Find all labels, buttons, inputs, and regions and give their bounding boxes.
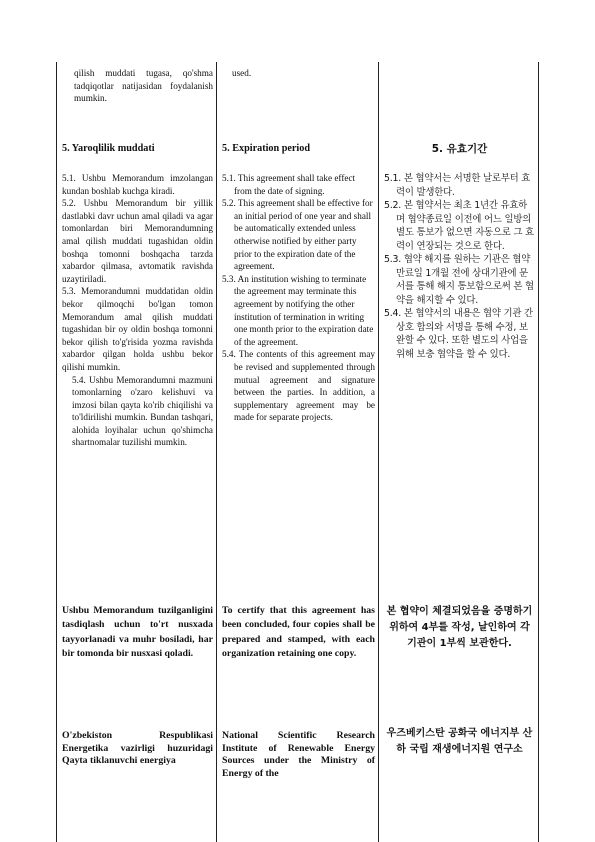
- uz-organization-name: O'zbekiston Respublikasi Energetika vazirligi huzuridagi Qayta tiklanuvchi energiya: [62, 730, 213, 767]
- en-organization-name: National Scientific Research Institute of Renewable Energy Sources under the Ministry of Energy of the: [222, 730, 375, 779]
- ko-certification: 본 협약이 체결되었음을 증명하기 위하여 4부를 작성, 날인하여 각 기관이 1부씩 보관한다.: [386, 606, 533, 649]
- uz-section-header: 5. Yaroqlilik muddati: [62, 143, 155, 154]
- ko-organization-name: 우즈베키스탄 공화국 에너지부 산하 국립 재생에너지원 연구소: [386, 728, 533, 755]
- en-certification: To certify that this agreement has been concluded, four copies shall be prepared and stamped, with each organization retaining one copy.: [222, 605, 375, 660]
- ko-clauses: [384, 172, 535, 361]
- ko-section-header: 5. 유효기간: [431, 143, 488, 155]
- en-section-header: 5. Expiration period: [222, 143, 311, 154]
- ko-clause-5-4: 5.4. 본 협약서의 내용은 협약 기관 간 상호 합의와 서명을 통해 수정, 보완할 수 있다. 또한 별도의 사업을 위해 보충 협약을 할 수 있다.: [384, 308, 533, 360]
- en-clause-5-4: 5.4. The contents of this agreement may be revised and supplemented through mutual agreement and signature between the parties. In addition, a supplementary agreement may be made for separate projects.: [222, 349, 375, 423]
- uz-clause-5-1: 5.1. Ushbu Memorandum imzolangan kundan boshlab kuchga kiradi.: [62, 173, 213, 196]
- uz-clause-5-2: 5.2. Ushbu Memorandum bir yillik dastlabki davr uchun amal qiladi va agar tomonlardan biri Memorandumning amal qilish muddati tugashidan oldin boshqa tomonni boshqacha tarzda xabardor qilmasa, avtomatik ravishda uzaytiriladi.: [62, 198, 213, 284]
- table-border-right: [538, 62, 539, 842]
- en-clauses: [222, 172, 375, 424]
- uz-clauses: [62, 172, 213, 449]
- table-border-col1: [216, 62, 217, 842]
- uz-continuation-text: qilish muddati tugasa, qo'shma tadqiqotlar natijasidan foydalanish mumkin.: [74, 68, 213, 104]
- uz-certification: Ushbu Memorandum tuzilganligini tasdiqlash uchun to'rt nusxada tayyorlanadi va muhr bosiladi, har bir tomonda bir nusxasi qoladi.: [62, 605, 213, 660]
- en-continuation-text: used.: [232, 68, 252, 78]
- ko-clause-5-2: 5.2. 본 협약서는 최초 1년간 유효하며 협약종료일 이전에 어느 일방의 별도 통보가 없으면 자동으로 그 효력이 연장되는 것으로 한다.: [384, 200, 534, 252]
- uz-clause-5-3: 5.3. Memorandumni muddatidan oldin bekor qilmoqchi bo'lgan tomon Memorandum amal qilish muddati tugashidan bir oy oldin boshqa tomonni bekor qilish to'g'risida yozma ravishda xabardor qilgan holda ushbu bekor qilishi mumkin.: [62, 286, 213, 372]
- uz-clause-5-4: 5.4. Ushbu Memorandumni mazmuni tomonlarning o'zaro kelishuvi va imzosi bilan qayta ko'rib chiqilishi va to'ldirilishi mumkin. Bundan tashqari, alohida loyihalar uchun qo'shimcha shartnomalar tuzilishi mumkin.: [72, 374, 213, 448]
- en-clause-5-1: 5.1. This agreement shall take effect from the date of signing.: [222, 173, 356, 196]
- ko-clause-5-1: 5.1. 본 협약서는 서명한 날로부터 효력이 발생한다.: [384, 173, 531, 198]
- table-border-col2: [378, 62, 379, 842]
- ko-clause-5-3: 5.3. 협약 해지를 원하는 기관은 협약 만료일 1개월 전에 상대기관에 문서를 통해 해지 통보함으로써 본 협약을 해지할 수 있다.: [384, 254, 534, 306]
- en-clause-5-3: 5.3. An institution wishing to terminate the agreement may terminate this agreement by notifying the other institution of termination in writing one month prior to the expiration date of the agreement.: [222, 273, 374, 347]
- table-border-left: [56, 62, 57, 842]
- en-clause-5-2: 5.2. This agreement shall be effective for an initial period of one year and shall be automatically extended unless otherwise notified by either party prior to the expiration date of the agreement.: [222, 198, 373, 272]
